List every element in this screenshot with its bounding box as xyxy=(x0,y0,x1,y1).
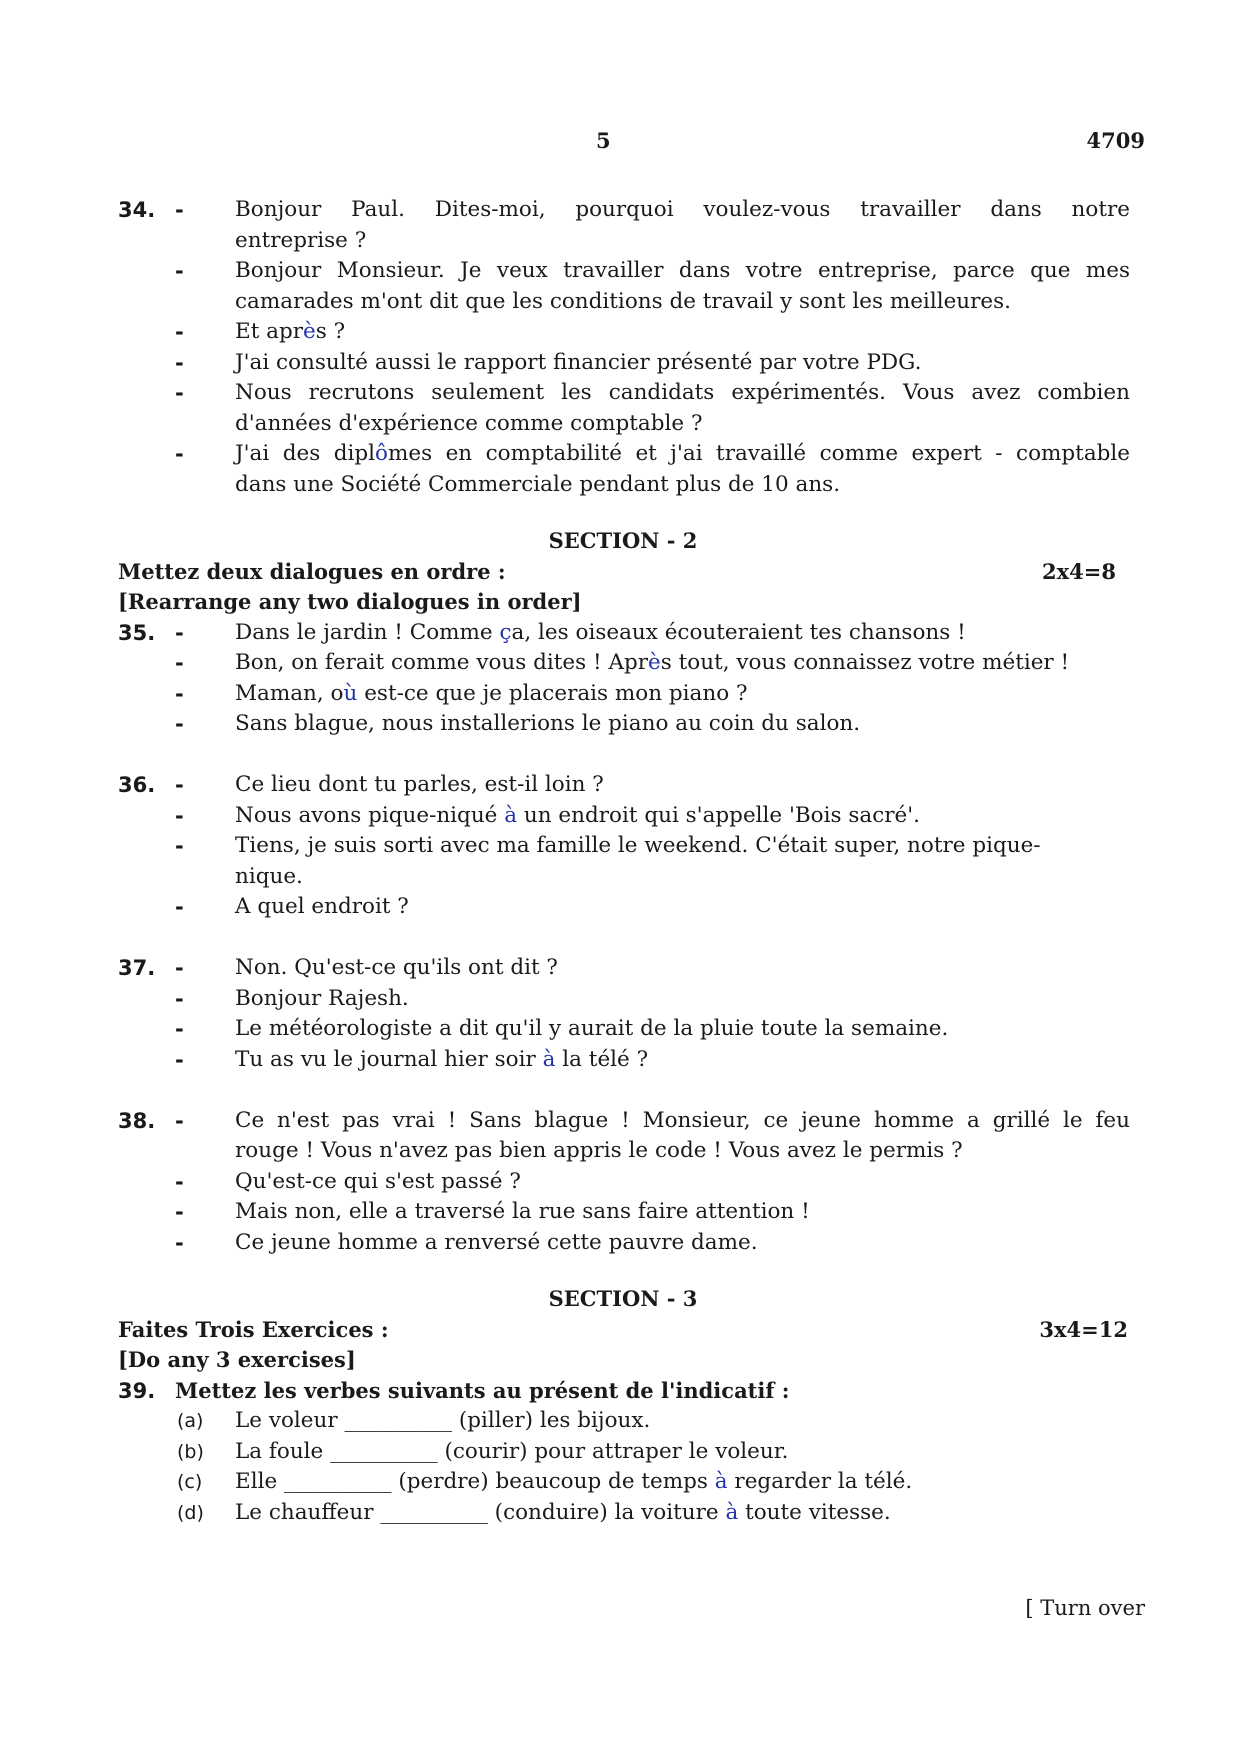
dialogue-dash: - xyxy=(175,620,184,645)
question-34 xyxy=(118,195,1128,500)
section-2-title: SECTION - 2 xyxy=(548,528,698,553)
accented-letter: à xyxy=(504,802,518,828)
section-3-title: SECTION - 3 xyxy=(548,1286,698,1311)
dialogue-line: Bon, on ferait comme vous dites ! Après tout, vous connaissez votre métier ! xyxy=(235,650,1070,675)
dialogue-dash: - xyxy=(175,834,184,858)
section-2-instruction-en: [Rearrange any two dialogues in order] xyxy=(118,589,582,614)
question-35 xyxy=(118,618,1128,740)
dialogue-dash: - xyxy=(175,1108,184,1133)
dialogue-line: Bonjour Rajesh. xyxy=(235,985,409,1011)
page-number: 5 xyxy=(596,128,611,153)
dialogue-dash: - xyxy=(175,1230,184,1255)
dialogue-line: Dans le jardin ! Comme ça, les oiseaux écouteraient tes chansons ! xyxy=(235,619,966,645)
instruction-text: Faites Trois Exercices : xyxy=(118,1316,389,1342)
dialogue-dash: - xyxy=(175,681,184,706)
dialogue-line: Ce jeune homme a renversé cette pauvre dame. xyxy=(235,1229,758,1255)
dialogue-line: Maman, où est-ce que je placerais mon piano ? xyxy=(235,680,748,706)
exercise-item: Le voleur __________ (piller) les bijoux. xyxy=(235,1408,651,1433)
question-title: Mettez les verbes suivants au présent de l'indicatif : xyxy=(175,1377,790,1403)
dialogue-dash: - xyxy=(175,986,184,1011)
dialogue-line: Bonjour Paul. Dites-moi, pourquoi voulez-vous travailler dans notre xyxy=(235,197,1130,222)
question-number: 34. xyxy=(118,198,156,222)
dialogue-line: Et après ? xyxy=(235,319,346,344)
instruction-text: Mettez deux dialogues en ordre : xyxy=(118,558,506,584)
question-37 xyxy=(118,953,1128,1075)
dialogue-line: camarades m'ont dit que les conditions de travail y sont les meilleures. xyxy=(235,288,1012,314)
dialogue-line: J'ai consulté aussi le rapport financier présenté par votre PDG. xyxy=(235,349,922,375)
section-marks: 2x4=8 xyxy=(1042,558,1116,584)
accented-letter: à xyxy=(714,1469,728,1494)
turn-over-note: [ Turn over xyxy=(1025,1596,1145,1620)
dialogue-dash: - xyxy=(175,1047,184,1072)
dialogue-line: J'ai des diplômes en comptabilité et j'ai travaillé comme expert - comptable xyxy=(235,441,1130,466)
dialogue-line: Tiens, je suis sorti avec ma famille le weekend. C'était super, notre pique- xyxy=(235,833,1041,858)
exercise-item: Elle __________ (perdre) beaucoup de temps à regarder la télé. xyxy=(235,1469,913,1494)
dialogue-dash: - xyxy=(175,895,184,919)
question-36 xyxy=(118,770,1128,923)
dialogue-dash: - xyxy=(175,1169,184,1194)
dialogue-line: d'années d'expérience comme comptable ? xyxy=(235,410,703,436)
accented-letter: ç xyxy=(499,619,512,645)
dialogue-dash: - xyxy=(175,442,184,466)
dialogue-dash: - xyxy=(175,350,184,375)
accented-letter: à xyxy=(542,1046,556,1072)
page-content xyxy=(118,195,1128,1528)
section-3-instruction-en: [Do any 3 exercises] xyxy=(118,1347,356,1372)
dialogue-line: Ce n'est pas vrai ! Sans blague ! Monsieur, ce jeune homme a grillé le feu xyxy=(235,1107,1130,1133)
dialogue-line: Nous avons pique-niqué à un endroit qui s'appelle 'Bois sacré'. xyxy=(235,802,921,828)
question-38 xyxy=(118,1106,1128,1259)
dialogue-line: entreprise ? xyxy=(235,227,367,253)
item-label: (b) xyxy=(177,1440,204,1463)
dialogue-line: Tu as vu le journal hier soir à la télé ? xyxy=(235,1046,649,1072)
dialogue-dash: - xyxy=(175,381,184,405)
dialogue-dash: - xyxy=(175,259,184,283)
exercise-item: Le chauffeur __________ (conduire) la voiture à toute vitesse. xyxy=(235,1499,891,1525)
question-number: 37. xyxy=(118,956,156,980)
question-number: 35. xyxy=(118,620,156,645)
accented-letter: ù xyxy=(343,680,358,706)
question-39 xyxy=(118,1376,1128,1529)
dialogue-line: Le météorologiste a dit qu'il y aurait de la pluie toute la semaine. xyxy=(235,1016,949,1041)
dialogue-line: Bonjour Monsieur. Je veux travailler dans votre entreprise, parce que mes xyxy=(235,258,1130,283)
section-marks: 3x4=12 xyxy=(1039,1316,1128,1342)
question-number: 39. xyxy=(118,1378,156,1403)
dialogue-line: Qu'est-ce qui s'est passé ? xyxy=(235,1168,521,1194)
dialogue-dash: - xyxy=(175,651,184,675)
dialogue-dash: - xyxy=(175,956,184,980)
exercise-item: La foule __________ (courir) pour attraper le voleur. xyxy=(235,1438,789,1464)
dialogue-dash: - xyxy=(175,1017,184,1041)
dialogue-line: Mais non, elle a traversé la rue sans faire attention ! xyxy=(235,1199,810,1224)
dialogue-line: nique. xyxy=(235,863,303,889)
accented-letter: ô xyxy=(375,441,388,466)
dialogue-dash: - xyxy=(175,198,184,222)
accented-letter: è xyxy=(648,650,661,675)
item-label: (c) xyxy=(177,1471,203,1493)
dialogue-dash: - xyxy=(175,1200,184,1224)
question-number: 38. xyxy=(118,1108,156,1133)
item-label: (d) xyxy=(177,1501,204,1524)
section-2-instruction xyxy=(118,557,1128,588)
accented-letter: è xyxy=(303,319,316,344)
question-number: 36. xyxy=(118,773,156,797)
section-3-instruction xyxy=(118,1315,1128,1346)
item-label: (a) xyxy=(177,1410,204,1432)
dialogue-line: Non. Qu'est-ce qu'ils ont dit ? xyxy=(235,955,558,980)
dialogue-line: dans une Société Commerciale pendant plus de 10 ans. xyxy=(235,471,841,497)
dialogue-dash: - xyxy=(175,712,184,736)
dialogue-line: A quel endroit ? xyxy=(235,894,409,919)
paper-code: 4709 xyxy=(1086,128,1145,153)
dialogue-line: Ce lieu dont tu parles, est-il loin ? xyxy=(235,772,604,797)
dialogue-line: Nous recrutons seulement les candidats expérimentés. Vous avez combien xyxy=(235,380,1130,405)
dialogue-dash: - xyxy=(175,320,184,344)
dialogue-dash: - xyxy=(175,773,184,797)
dialogue-dash: - xyxy=(175,803,184,828)
dialogue-line: Sans blague, nous installerions le piano au coin du salon. xyxy=(235,711,861,736)
accented-letter: à xyxy=(725,1499,739,1525)
dialogue-line: rouge ! Vous n'avez pas bien appris le code ! Vous avez le permis ? xyxy=(235,1138,963,1163)
